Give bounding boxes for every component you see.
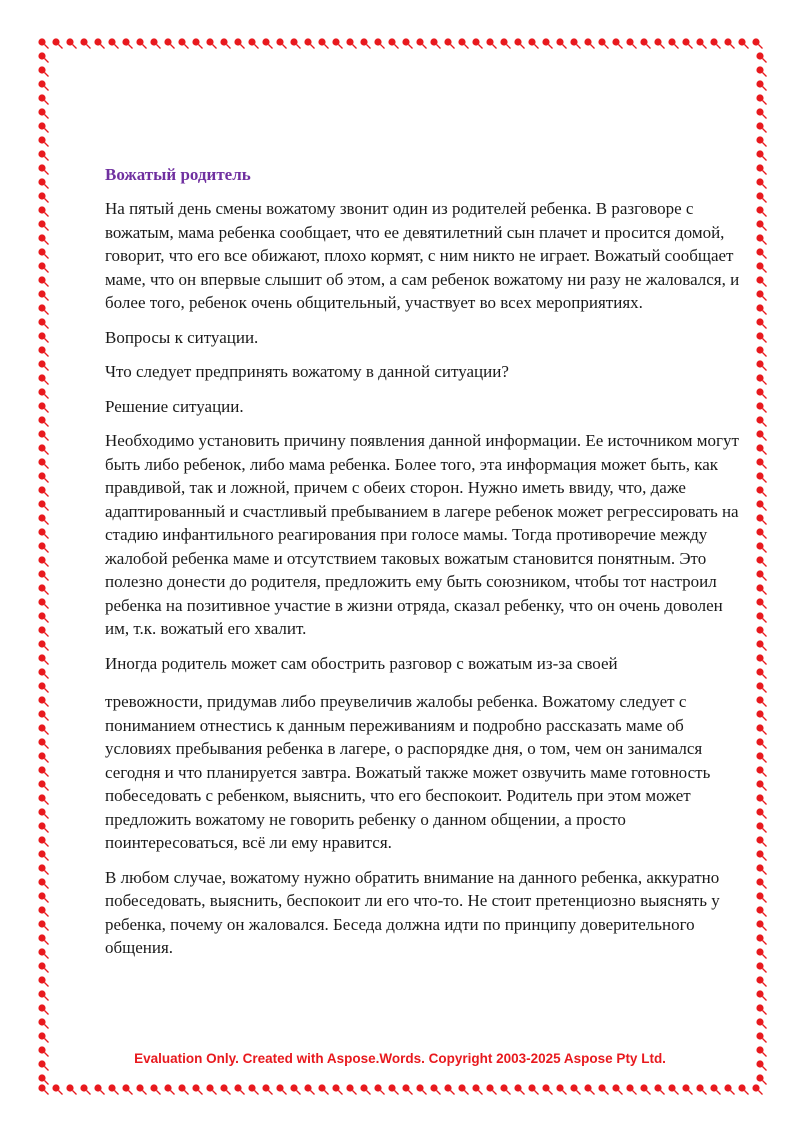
paragraph-conclusion: В любом случае, вожатому нужно обратить внимание на данного ребенка, аккуратно побеседовать, выяснить, беспокоит ли его что-то. Не стоит претенциозно выяснять у ребенка, почему он жаловался. Беседа должна идти по принципу доверительного общения.	[105, 867, 720, 957]
border-bead	[136, 38, 146, 48]
border-bead	[206, 1084, 216, 1094]
border-bead	[150, 38, 160, 48]
border-bead	[164, 38, 174, 48]
border-bead	[752, 38, 762, 48]
paragraph-solution-label: Решение ситуации.	[105, 396, 244, 416]
border-bead	[38, 864, 48, 874]
border-bead	[756, 1018, 766, 1028]
border-bead	[38, 192, 48, 202]
border-bead	[38, 430, 48, 440]
border-bead	[756, 290, 766, 300]
border-bead	[402, 38, 412, 48]
paragraph-parent-anxiety-start: Иногда родитель может сам обострить разговор с вожатым из-за своей	[105, 653, 618, 673]
border-bead	[756, 710, 766, 720]
border-bead	[178, 38, 188, 48]
border-bead	[234, 1084, 244, 1094]
border-bead	[38, 990, 48, 1000]
border-bead	[38, 654, 48, 664]
border-bead	[402, 1084, 412, 1094]
border-bead	[38, 612, 48, 622]
border-bead	[756, 598, 766, 608]
border-bead	[192, 1084, 202, 1094]
border-bead	[570, 1084, 580, 1094]
border-bead	[584, 38, 594, 48]
border-bead	[122, 38, 132, 48]
border-bead	[38, 220, 48, 230]
border-bead	[756, 1032, 766, 1042]
border-bead	[696, 38, 706, 48]
border-bead	[38, 500, 48, 510]
border-bead	[756, 528, 766, 538]
border-bead	[756, 374, 766, 384]
border-bead	[710, 38, 720, 48]
border-bead	[374, 1084, 384, 1094]
border-bead	[38, 290, 48, 300]
border-bead	[38, 584, 48, 594]
border-bead	[626, 1084, 636, 1094]
border-bead	[756, 318, 766, 328]
border-bead	[38, 444, 48, 454]
border-bead	[304, 1084, 314, 1094]
border-bead	[38, 752, 48, 762]
border-bead	[528, 38, 538, 48]
border-bead	[430, 1084, 440, 1094]
border-bead	[756, 626, 766, 636]
border-bead	[756, 836, 766, 846]
border-bead	[38, 920, 48, 930]
border-bead	[374, 38, 384, 48]
border-bead	[248, 38, 258, 48]
border-bead	[682, 38, 692, 48]
border-bead	[38, 38, 48, 48]
border-bead	[738, 1084, 748, 1094]
border-bead	[500, 38, 510, 48]
border-bead	[756, 458, 766, 468]
border-bead	[756, 878, 766, 888]
border-bead	[696, 1084, 706, 1094]
paragraph-questions-label: Вопросы к ситуации.	[105, 327, 259, 347]
document-heading: Вожатый родитель	[105, 165, 251, 184]
border-bead	[682, 1084, 692, 1094]
border-bead	[192, 38, 202, 48]
border-bead	[38, 766, 48, 776]
border-bead	[556, 38, 566, 48]
border-bead	[38, 388, 48, 398]
border-bead	[756, 150, 766, 160]
border-bead	[542, 38, 552, 48]
border-bead	[38, 808, 48, 818]
border-bead	[756, 948, 766, 958]
border-bead	[756, 976, 766, 986]
border-bead	[80, 38, 90, 48]
border-bead	[640, 38, 650, 48]
border-bead	[626, 38, 636, 48]
border-bead	[668, 38, 678, 48]
border-bead	[756, 1074, 766, 1084]
border-bead	[756, 724, 766, 734]
border-bead	[756, 640, 766, 650]
border-bead	[38, 626, 48, 636]
border-bead	[38, 374, 48, 384]
border-bead	[38, 360, 48, 370]
border-bead	[220, 38, 230, 48]
border-bead	[756, 808, 766, 818]
border-bead	[458, 1084, 468, 1094]
border-bead	[38, 304, 48, 314]
border-bead	[304, 38, 314, 48]
border-bead	[756, 164, 766, 174]
border-bead	[38, 472, 48, 482]
border-bead	[756, 388, 766, 398]
border-bead	[756, 850, 766, 860]
border-bead	[318, 1084, 328, 1094]
border-bead	[318, 38, 328, 48]
border-bead	[38, 318, 48, 328]
border-bead	[38, 696, 48, 706]
border-bead	[38, 1018, 48, 1028]
border-bead	[38, 640, 48, 650]
border-bead	[756, 962, 766, 972]
border-bead	[472, 38, 482, 48]
border-bead	[38, 234, 48, 244]
border-bead	[598, 1084, 608, 1094]
border-bead	[756, 136, 766, 146]
border-bead	[756, 556, 766, 566]
border-bead	[756, 94, 766, 104]
border-bead	[360, 38, 370, 48]
border-bead	[556, 1084, 566, 1094]
border-bead	[756, 794, 766, 804]
border-bead	[654, 1084, 664, 1094]
border-bead	[38, 850, 48, 860]
border-bead	[756, 304, 766, 314]
border-bead	[38, 94, 48, 104]
border-bead	[38, 556, 48, 566]
border-bead	[416, 1084, 426, 1094]
border-bead	[136, 1084, 146, 1094]
border-bead	[756, 542, 766, 552]
border-bead	[756, 52, 766, 62]
border-bead	[756, 108, 766, 118]
border-bead	[756, 248, 766, 258]
border-bead	[654, 38, 664, 48]
border-bead	[612, 38, 622, 48]
border-bead	[612, 1084, 622, 1094]
border-bead	[80, 1084, 90, 1094]
border-bead	[38, 150, 48, 160]
border-bead	[38, 346, 48, 356]
border-bead	[38, 962, 48, 972]
border-bead	[640, 1084, 650, 1094]
border-bead	[38, 976, 48, 986]
border-bead	[710, 1084, 720, 1094]
border-bead	[332, 1084, 342, 1094]
border-bead	[38, 136, 48, 146]
border-bead	[756, 514, 766, 524]
paragraph-situation: На пятый день смены вожатому звонит один из родителей ребенка. В разговоре с вожатым, мама ребенка сообщает, что ее девятилетний сын плачет и просится домой, говорит, что его все обижают, плохо кормят, с ним никто не играет. Вожатый сообщает маме, что он впервые слышит об этом, а сам ребенок вожатому ни разу не жаловался, и более того, ребенок очень общительный, участвует во всех мероприятиях.	[105, 199, 740, 312]
border-bead	[756, 178, 766, 188]
border-bead	[38, 598, 48, 608]
border-bead	[756, 570, 766, 580]
border-bead	[38, 458, 48, 468]
paragraph-question: Что следует предпринять вожатому в данной ситуации?	[105, 362, 509, 381]
border-bead	[178, 1084, 188, 1094]
border-bead	[756, 752, 766, 762]
border-bead	[724, 38, 734, 48]
border-bead	[514, 1084, 524, 1094]
border-bead	[234, 38, 244, 48]
border-bead	[52, 38, 62, 48]
border-bead	[262, 38, 272, 48]
border-bead	[38, 206, 48, 216]
border-bead	[38, 52, 48, 62]
border-bead	[38, 262, 48, 272]
border-bead	[332, 38, 342, 48]
border-bead	[756, 654, 766, 664]
border-bead	[38, 906, 48, 916]
border-bead	[756, 346, 766, 356]
paragraph-parent-anxiety: тревожности, придумав либо преувеличив жалобы ребенка. Вожатому следует с пониманием отнестись к данным переживаниям и подробно рассказать маме об условиях пребывания ребенка в лагере, о распорядке дня, о том, чем он занимался сегодня и что планируется завтра. Вожатый также может озвучить маме готовность побеседовать с ребенком, выяснить, что его беспокоит. Родитель при этом может предложить вожатому не говорить ребенку о данном общении, а просто поинтересоваться, всё ли ему нравится.	[105, 692, 711, 852]
border-bead	[164, 1084, 174, 1094]
border-bead	[38, 1074, 48, 1084]
border-bead	[756, 682, 766, 692]
border-bead	[528, 1084, 538, 1094]
border-bead	[122, 1084, 132, 1094]
border-bead	[756, 612, 766, 622]
border-bead	[756, 66, 766, 76]
border-bead	[756, 332, 766, 342]
border-bead	[514, 38, 524, 48]
border-bead	[756, 430, 766, 440]
border-bead	[500, 1084, 510, 1094]
border-bead	[444, 1084, 454, 1094]
border-bead	[668, 1084, 678, 1094]
border-bead	[94, 1084, 104, 1094]
border-bead	[738, 38, 748, 48]
border-bead	[38, 528, 48, 538]
border-bead	[756, 206, 766, 216]
border-bead	[220, 1084, 230, 1094]
border-bead	[346, 38, 356, 48]
border-bead	[444, 38, 454, 48]
border-bead	[38, 710, 48, 720]
border-bead	[38, 248, 48, 258]
border-bead	[38, 542, 48, 552]
border-bead	[38, 178, 48, 188]
border-bead	[756, 402, 766, 412]
border-bead	[756, 416, 766, 426]
border-bead	[276, 1084, 286, 1094]
border-bead	[108, 38, 118, 48]
border-bead	[756, 500, 766, 510]
border-bead	[756, 696, 766, 706]
border-bead	[486, 38, 496, 48]
border-bead	[38, 570, 48, 580]
border-bead	[756, 220, 766, 230]
border-bead	[38, 948, 48, 958]
border-bead	[38, 164, 48, 174]
border-bead	[756, 906, 766, 916]
border-bead	[360, 1084, 370, 1094]
border-bead	[38, 738, 48, 748]
border-bead	[276, 38, 286, 48]
border-bead	[38, 332, 48, 342]
border-bead	[756, 934, 766, 944]
border-bead	[472, 1084, 482, 1094]
border-bead	[38, 80, 48, 90]
border-bead	[756, 780, 766, 790]
border-bead	[248, 1084, 258, 1094]
border-bead	[756, 1004, 766, 1014]
border-bead	[752, 1084, 762, 1094]
border-bead	[756, 192, 766, 202]
border-bead	[38, 486, 48, 496]
border-bead	[486, 1084, 496, 1094]
border-bead	[38, 66, 48, 76]
border-bead	[66, 1084, 76, 1094]
border-bead	[38, 668, 48, 678]
border-bead	[756, 668, 766, 678]
border-bead	[756, 584, 766, 594]
border-bead	[756, 262, 766, 272]
border-bead	[38, 402, 48, 412]
border-bead	[290, 38, 300, 48]
border-bead	[38, 682, 48, 692]
border-bead	[756, 444, 766, 454]
border-bead	[388, 38, 398, 48]
border-bead	[756, 234, 766, 244]
border-bead	[756, 122, 766, 132]
border-bead	[756, 864, 766, 874]
border-bead	[38, 794, 48, 804]
border-bead	[416, 38, 426, 48]
paragraph-solution: Необходимо установить причину появления данной информации. Ее источником могут быть либо ребенок, либо мама ребенка. Более того, эта информация может быть, как правдивой, так и ложной, причем с обеих сторон. Нужно иметь ввиду, что, даже адаптированный и счастливый пребыванием в лагере ребенок может регрессировать на стадию инфантильного реагирования при голосе мамы. Тогда противоречие между жалобой ребенка маме и отсутствием таковых вожатым становится понятным. Это полезно донести до родителя, предложить ему быть союзником, чтобы тот настроил ребенка на позитивное участие в жизни отряда, сказал ребенку, что он очень доволен им, т.к. вожатый его хвалит.	[105, 431, 739, 638]
border-bead	[38, 122, 48, 132]
border-bead	[570, 38, 580, 48]
border-bead	[756, 486, 766, 496]
border-bead	[66, 38, 76, 48]
border-bead	[38, 276, 48, 286]
border-bead	[150, 1084, 160, 1094]
border-bead	[38, 780, 48, 790]
border-bead	[756, 766, 766, 776]
border-bead	[38, 1032, 48, 1042]
border-bead	[38, 724, 48, 734]
border-bead	[388, 1084, 398, 1094]
border-bead	[756, 360, 766, 370]
border-bead	[756, 990, 766, 1000]
border-bead	[38, 108, 48, 118]
border-bead	[584, 1084, 594, 1094]
border-bead	[542, 1084, 552, 1094]
border-bead	[756, 80, 766, 90]
border-bead	[38, 822, 48, 832]
border-bead	[38, 416, 48, 426]
border-bead	[38, 878, 48, 888]
border-bead	[756, 920, 766, 930]
border-bead	[756, 472, 766, 482]
border-bead	[756, 892, 766, 902]
border-bead	[430, 38, 440, 48]
border-bead	[206, 38, 216, 48]
border-bead	[108, 1084, 118, 1094]
border-bead	[290, 1084, 300, 1094]
border-bead	[38, 1084, 48, 1094]
border-bead	[38, 836, 48, 846]
border-bead	[38, 1004, 48, 1014]
border-bead	[38, 892, 48, 902]
border-bead	[598, 38, 608, 48]
border-bead	[52, 1084, 62, 1094]
border-bead	[724, 1084, 734, 1094]
border-bead	[346, 1084, 356, 1094]
border-bead	[94, 38, 104, 48]
border-bead	[262, 1084, 272, 1094]
border-bead	[756, 738, 766, 748]
border-bead	[38, 514, 48, 524]
border-bead	[756, 276, 766, 286]
evaluation-watermark: Evaluation Only. Created with Aspose.Words. Copyright 2003-2025 Aspose Pty Ltd.	[134, 1051, 666, 1066]
border-bead	[38, 934, 48, 944]
border-bead	[756, 822, 766, 832]
document-body	[105, 163, 745, 971]
border-bead	[458, 38, 468, 48]
